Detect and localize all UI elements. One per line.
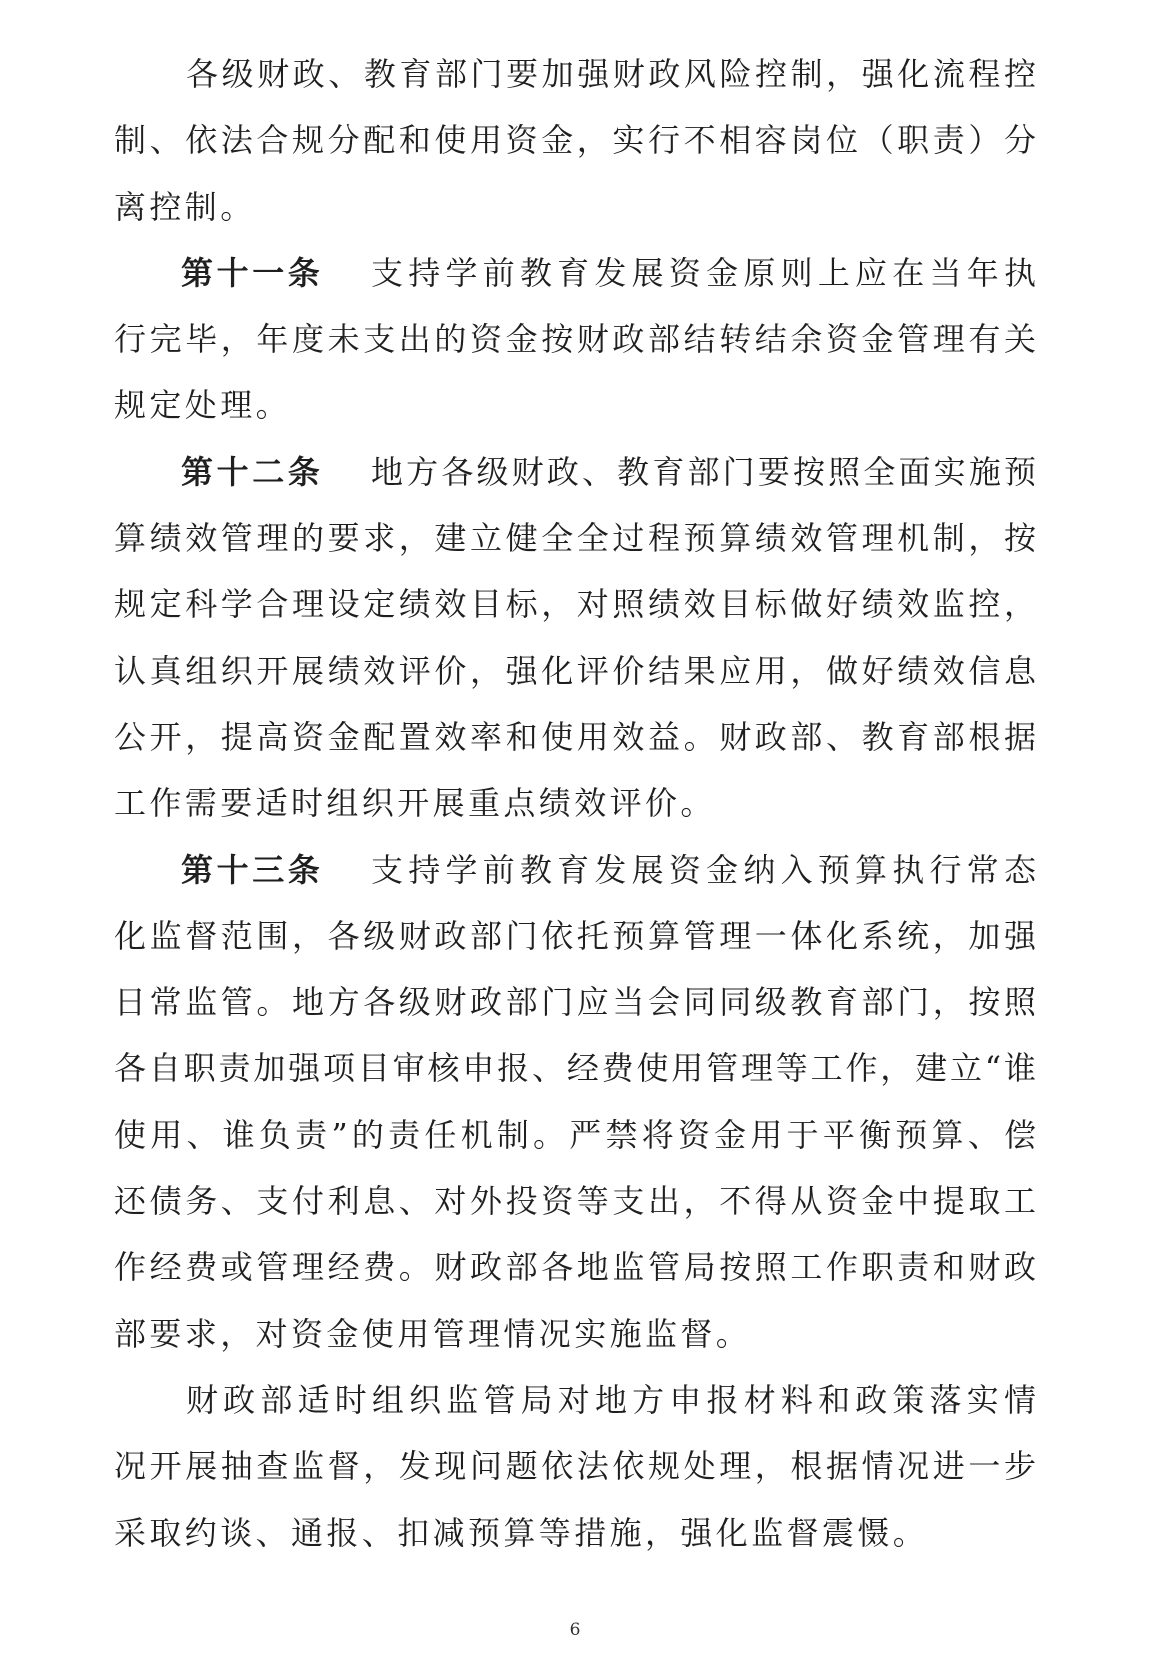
text-line: 制、依法合规分配和使用资金，实行不相容岗位（职责）分 — [114, 121, 1036, 160]
text-line: 各自职责加强项目审核申报、经费使用管理等工作，建立“谁 — [114, 1049, 1036, 1088]
text-line: 支持学前教育发展资金纳入预算执行常态 — [371, 850, 1036, 889]
text-line: 化监督范围，各级财政部门依托预算管理一体化系统，加强 — [114, 916, 1036, 955]
text-line: 离控制。 — [114, 187, 256, 226]
page-number: 6 — [569, 1620, 581, 1640]
article-line — [114, 240, 1036, 306]
text-line: 规定科学合理设定绩效目标，对照绩效目标做好绩效监控， — [114, 585, 1036, 624]
paragraph-article-13 — [114, 837, 1036, 1367]
text-line: 还债务、支付利息、对外投资等支出，不得从资金中提取工 — [114, 1182, 1036, 1221]
text-line: 财政部适时组织监管局对地方申报材料和政策落实情 — [186, 1380, 1036, 1419]
text-line: 日常监管。地方各级财政部门应当会同同级教育部门，按照 — [114, 983, 1036, 1022]
paragraph-risk-control — [114, 41, 1036, 240]
article-line — [114, 837, 1036, 903]
text-line: 规定处理。 — [114, 386, 292, 425]
article-heading: 第十一条 — [181, 253, 324, 292]
text-line: 支持学前教育发展资金原则上应在当年执 — [371, 253, 1036, 292]
text-line: 行完毕，年度未支出的资金按财政部结转结余资金管理有关 — [114, 320, 1036, 359]
text-line: 工作需要适时组织开展重点绩效评价。 — [114, 784, 716, 823]
text-line: 使用、谁负责”的责任机制。严禁将资金用于平衡预算、偿 — [114, 1115, 1036, 1154]
text-line: 部要求，对资金使用管理情况实施监督。 — [114, 1314, 752, 1353]
document-body — [114, 41, 1036, 1566]
article-heading: 第十三条 — [181, 850, 324, 889]
paragraph-article-12 — [114, 439, 1036, 837]
text-line: 公开，提高资金配置效率和使用效益。财政部、教育部根据 — [114, 717, 1036, 756]
text-line: 算绩效管理的要求，建立健全全过程预算绩效管理机制，按 — [114, 519, 1036, 558]
text-line: 各级财政、教育部门要加强财政风险控制，强化流程控 — [186, 55, 1036, 93]
text-line: 地方各级财政、教育部门要按照全面实施预 — [371, 452, 1036, 491]
text-line: 作经费或管理经费。财政部各地监管局按照工作职责和财政 — [114, 1248, 1036, 1287]
paragraph-supervision — [114, 1367, 1036, 1566]
paragraph-article-11 — [114, 240, 1036, 439]
article-line — [114, 439, 1036, 505]
text-line: 况开展抽查监督，发现问题依法依规处理，根据情况进一步 — [114, 1447, 1036, 1486]
text-line: 采取约谈、通报、扣减预算等措施，强化监督震慑。 — [114, 1513, 929, 1552]
text-line: 认真组织开展绩效评价，强化评价结果应用，做好绩效信息 — [114, 651, 1036, 690]
article-heading: 第十二条 — [181, 452, 324, 491]
